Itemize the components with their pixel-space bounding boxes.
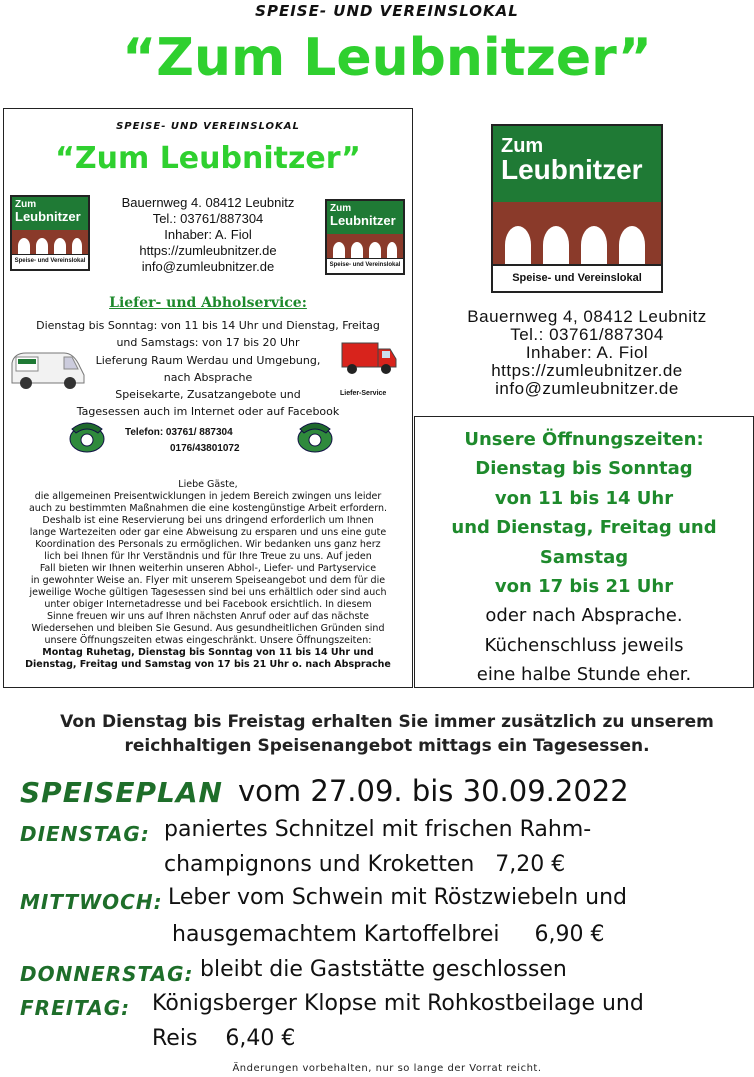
logo-line2: Leubnitzer — [330, 213, 396, 228]
header-subtitle: SPEISE- UND VEREINSLOKAL — [255, 2, 519, 20]
delivery-truck-icon — [338, 337, 400, 379]
flyer — [3, 108, 413, 688]
logo-footer: Speise- und Vereinslokal — [12, 254, 88, 267]
service-line-5: Tagesessen auch im Internet oder auf Facebook — [76, 405, 340, 418]
menu-heading: SPEISEPLAN — [20, 776, 223, 809]
logo-line2: Leubnitzer — [501, 154, 643, 185]
hours-line: von 17 bis 21 Uhr — [494, 576, 674, 598]
letter-line: Montag Ruhetag, Dienstag bis Sonntag von 11 bis 14 Uhr und — [42, 647, 374, 658]
hours-line: oder nach Absprache. — [485, 605, 683, 627]
letter-line: lich bei Ihnen für Ihr Verständnis und für Ihre Treue zu uns. Auf jeden — [44, 551, 372, 562]
letter-line: Liebe Gäste, — [178, 479, 238, 490]
main-logo — [491, 124, 663, 293]
hours-line: und Dienstag, Freitag und — [451, 517, 717, 539]
letter-line: Koordination des Personals zu ermöglichen. Wir bedanken uns ganz herz — [35, 539, 381, 550]
notice-line: Von Dienstag bis Freistag erhalten Sie immer zusätzlich zu unserem — [60, 712, 714, 732]
menu-dish-tuesday-2: champignons und Kroketten 7,20 € — [164, 852, 566, 877]
opening-hours-box — [414, 416, 754, 688]
flyer-owner: Inhaber: A. Fiol — [164, 227, 252, 242]
service-line-0: Dienstag bis Sonntag: von 11 bis 14 Uhr und Dienstag, Freitag — [36, 319, 380, 332]
flyer-title: “Zum Leubnitzer” — [55, 141, 361, 176]
letter-line: Deshalb ist eine Reservierung bei uns dringend erforderlich um Ihnen — [42, 515, 374, 526]
hours-line: eine halbe Stunde eher. — [476, 664, 692, 686]
hours-line: Küchenschluss jeweils — [484, 634, 684, 656]
menu-footnote: Änderungen vorbehalten, nur so lange der Vorrat reicht. — [232, 1063, 542, 1074]
logo-line1: Zum — [15, 199, 37, 210]
hours-line: von 11 bis 14 Uhr — [494, 487, 674, 509]
contact-owner: Inhaber: A. Fiol — [525, 343, 649, 362]
delivery-van-icon — [8, 345, 86, 391]
flyer-contact — [92, 195, 324, 275]
menu-dish-tuesday-1: paniertes Schnitzel mit frischen Rahm- — [164, 817, 592, 842]
flyer-email[interactable]: info@zumleubnitzer.de — [141, 259, 275, 274]
menu-day-friday: FREITAG: — [20, 996, 131, 1020]
flyer-phone-label: Telefon: 03761/ 887304 — [125, 427, 233, 438]
contact-block — [420, 308, 754, 398]
telephone-icon-right — [294, 417, 336, 455]
letter — [4, 479, 412, 671]
logo-footer: Speise- und Vereinslokal — [327, 258, 403, 271]
letter-line: Wiedersehen und bleiben Sie Gesund. Aus gesundheitlichen Gründen sind — [31, 623, 385, 634]
truck-label: Liefer-Service — [340, 390, 387, 397]
contact-phone: Tel.: 03761/887304 — [510, 325, 664, 344]
letter-line: Fall bieten wir Ihnen weiterhin unseren Abhol-, Liefer- und Partyservice — [39, 563, 377, 574]
letter-line: die allgemeinen Preisentwicklungen in jedem Bereich zwingen uns leider — [34, 491, 382, 502]
letter-line: Dienstag, Freitag und Samstag von 17 bis 21 Uhr o. nach Absprache — [25, 659, 391, 670]
contact-email[interactable]: info@zumleubnitzer.de — [495, 379, 679, 398]
service-line-3: nach Absprache — [163, 371, 253, 384]
header-title: “Zum Leubnitzer” — [122, 28, 652, 88]
hours-line: Samstag — [539, 546, 629, 568]
menu-dish-thursday-1: bleibt die Gaststätte geschlossen — [200, 957, 567, 982]
menu-period: vom 27.09. bis 30.09.2022 — [238, 774, 629, 808]
menu-day-tuesday: DIENSTAG: — [20, 822, 150, 846]
lunch-notice — [0, 710, 754, 758]
menu-day-thursday: DONNERSTAG: — [20, 962, 194, 986]
letter-line: jeweilige Woche gültigen Tagesessen sind bei uns erhältlich oder sind auch — [29, 587, 387, 598]
hours-line: Dienstag bis Sonntag — [475, 458, 693, 480]
letter-line: in gewohnter Weise an. Flyer mit unserem Speiseangebot und dem für die — [30, 575, 386, 586]
flyer-web[interactable]: https://zumleubnitzer.de — [139, 243, 277, 258]
logo-footer: Speise- und Vereinslokal — [493, 264, 661, 290]
logo-line1: Zum — [330, 203, 352, 214]
service-line-4: Speisekarte, Zusatzangebote und — [115, 388, 301, 401]
flyer-mobile: 0176/43801072 — [170, 443, 240, 454]
flyer-logo-left — [10, 195, 90, 271]
logo-line1: Zum — [501, 135, 544, 157]
letter-line: auch zu bestimmten Maßnahmen die eine kostengünstige Arbeit erfordern. — [28, 503, 388, 514]
letter-line: Sinne freuen wir uns auf Ihren nächsten Anruf oder auf das nächste — [46, 611, 370, 622]
flyer-address: Bauernweg 4. 08412 Leubnitz — [121, 195, 295, 210]
logo-line2: Leubnitzer — [15, 209, 81, 224]
menu-day-wednesday: MITTWOCH: — [20, 890, 163, 914]
contact-web[interactable]: https://zumleubnitzer.de — [491, 361, 683, 380]
contact-address: Bauernweg 4, 08412 Leubnitz — [467, 307, 707, 326]
letter-line: lange Wartezeiten oder gar eine Abweisung zu ersparen und uns eine gute — [29, 527, 387, 538]
notice-line: reichhaltigen Speisenangebot mittags ein Tagesessen. — [124, 736, 650, 756]
letter-line: unter obiger Internetadresse und bei Facebook ersichtlich. In diesem — [44, 599, 372, 610]
flyer-logo-right — [325, 199, 405, 275]
flyer-phone: Tel.: 03761/887304 — [152, 211, 264, 226]
service-line-1: und Samstags: von 17 bis 20 Uhr — [116, 336, 300, 349]
menu-dish-wednesday-1: Leber vom Schwein mit Röstzwiebeln und — [168, 885, 628, 910]
letter-line: unsere Öffnungszeiten etwas eingeschränkt. Unsere Öffnungszeiten: — [44, 635, 372, 646]
menu-dish-friday-1: Königsberger Klopse mit Rohkostbeilage und — [152, 991, 644, 1016]
flyer-subtitle: SPEISE- UND VEREINSLOKAL — [116, 121, 300, 132]
menu-dish-friday-2: Reis 6,40 € — [152, 1026, 296, 1051]
hours-line: Unsere Öffnungszeiten: — [464, 429, 704, 450]
telephone-icon-left — [66, 417, 108, 455]
service-heading: Liefer- und Abholservice: — [109, 295, 307, 311]
menu-dish-wednesday-2: hausgemachtem Kartoffelbrei 6,90 € — [172, 922, 605, 947]
service-line-2: Lieferung Raum Werdau und Umgebung, — [95, 354, 321, 367]
